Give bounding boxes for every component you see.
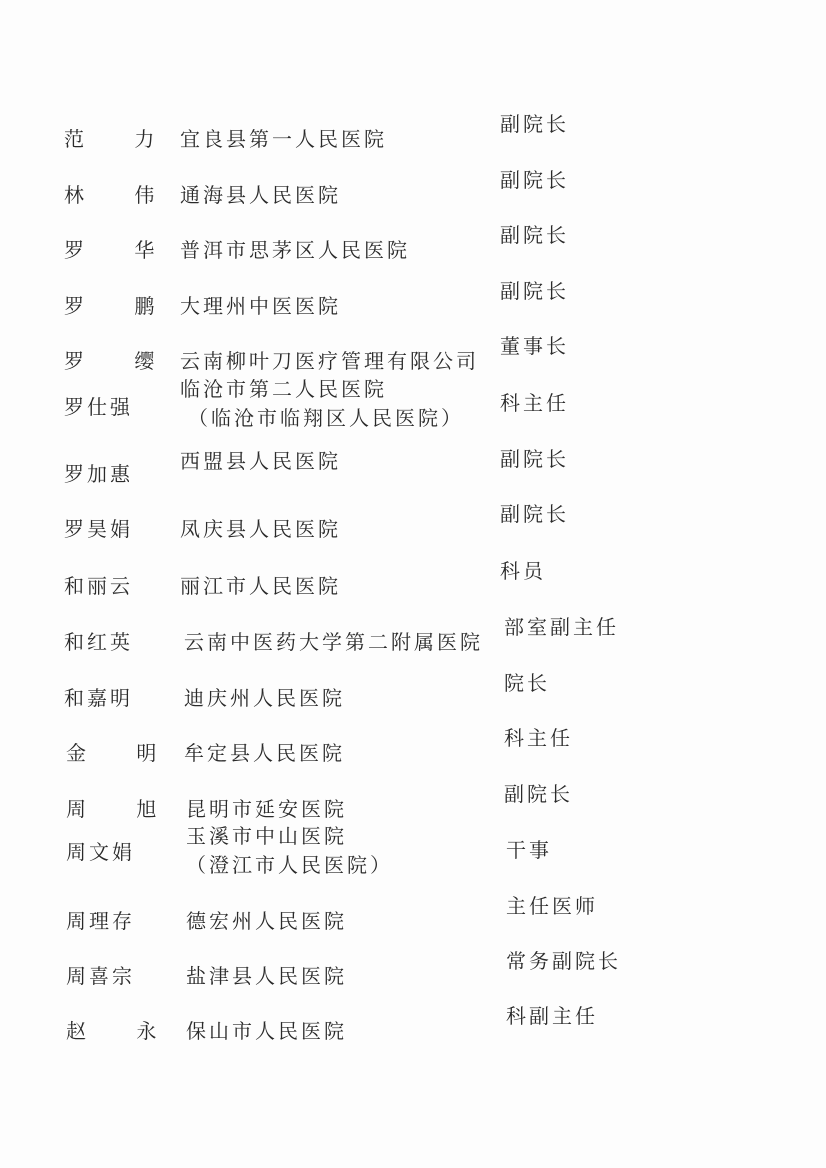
person-name: 罗 鹏 <box>64 294 177 318</box>
organization: 丽江市人民医院 <box>180 574 341 598</box>
person-name: 罗加惠 <box>64 462 133 486</box>
person-name: 和丽云 <box>64 574 133 598</box>
organization: 临沧市第二人民医院 <box>180 377 387 401</box>
organization: 云南柳叶刀医疗管理有限公司 <box>180 349 479 373</box>
person-name: 罗仕强 <box>64 395 133 419</box>
list-row <box>0 501 826 557</box>
job-title: 常务副院长 <box>506 949 621 973</box>
person-name: 和红英 <box>64 630 133 654</box>
person-name: 周喜宗 <box>66 964 135 988</box>
job-title: 董事长 <box>500 334 569 358</box>
list-row <box>0 725 826 781</box>
person-name: 罗 缨 <box>64 349 177 373</box>
organization: 凤庆县人民医院 <box>180 517 341 541</box>
organization: 云南中医药大学第二附属医院 <box>184 630 483 654</box>
organization: 牟定县人民医院 <box>184 741 345 765</box>
organization: 普洱市思茅区人民医院 <box>180 238 410 262</box>
job-title: 科主任 <box>504 726 573 750</box>
list-row <box>0 823 826 879</box>
job-title: 副院长 <box>504 782 573 806</box>
person-name: 范 力 <box>64 127 177 151</box>
job-title: 院长 <box>504 671 550 695</box>
list-row <box>0 167 826 223</box>
job-title: 科副主任 <box>506 1004 598 1028</box>
list-row <box>0 893 826 949</box>
organization-note: （临沧市临翔区人民医院） <box>188 406 464 430</box>
job-title: 副院长 <box>500 502 569 526</box>
job-title: 副院长 <box>500 112 569 136</box>
organization: 盐津县人民医院 <box>186 964 347 988</box>
organization: 大理州中医医院 <box>180 294 341 318</box>
job-title: 副院长 <box>500 168 569 192</box>
job-title: 副院长 <box>500 279 569 303</box>
list-row <box>0 948 826 1004</box>
list-row <box>0 376 826 432</box>
organization-note: （澄江市人民医院） <box>186 853 393 877</box>
person-name: 周文娟 <box>66 840 135 864</box>
job-title: 主任医师 <box>506 894 598 918</box>
list-row <box>0 1003 826 1059</box>
job-title: 部室副主任 <box>504 615 619 639</box>
list-row <box>0 446 826 502</box>
person-name: 林 伟 <box>64 183 177 207</box>
list-row <box>0 222 826 278</box>
person-name: 周理存 <box>66 909 135 933</box>
organization: 西盟县人民医院 <box>180 449 341 473</box>
organization: 宜良县第一人民医院 <box>180 127 387 151</box>
list-row <box>0 614 826 670</box>
list-row <box>0 111 826 167</box>
list-row <box>0 558 826 614</box>
person-name: 罗 华 <box>64 238 177 262</box>
person-name: 罗昊娟 <box>64 517 133 541</box>
list-row <box>0 278 826 334</box>
person-name: 赵 永 <box>66 1019 179 1043</box>
job-title: 干事 <box>506 838 552 862</box>
job-title: 副院长 <box>500 223 569 247</box>
job-title: 科主任 <box>500 391 569 415</box>
organization: 通海县人民医院 <box>180 183 341 207</box>
list-row <box>0 670 826 726</box>
organization: 玉溪市中山医院 <box>186 824 347 848</box>
person-name: 周 旭 <box>66 797 179 821</box>
organization: 保山市人民医院 <box>186 1019 347 1043</box>
person-name: 和嘉明 <box>64 686 133 710</box>
organization: 德宏州人民医院 <box>186 909 347 933</box>
job-title: 科员 <box>500 559 546 583</box>
job-title: 副院长 <box>500 447 569 471</box>
organization: 迪庆州人民医院 <box>184 686 345 710</box>
organization: 昆明市延安医院 <box>186 797 347 821</box>
person-name: 金 明 <box>66 741 179 765</box>
